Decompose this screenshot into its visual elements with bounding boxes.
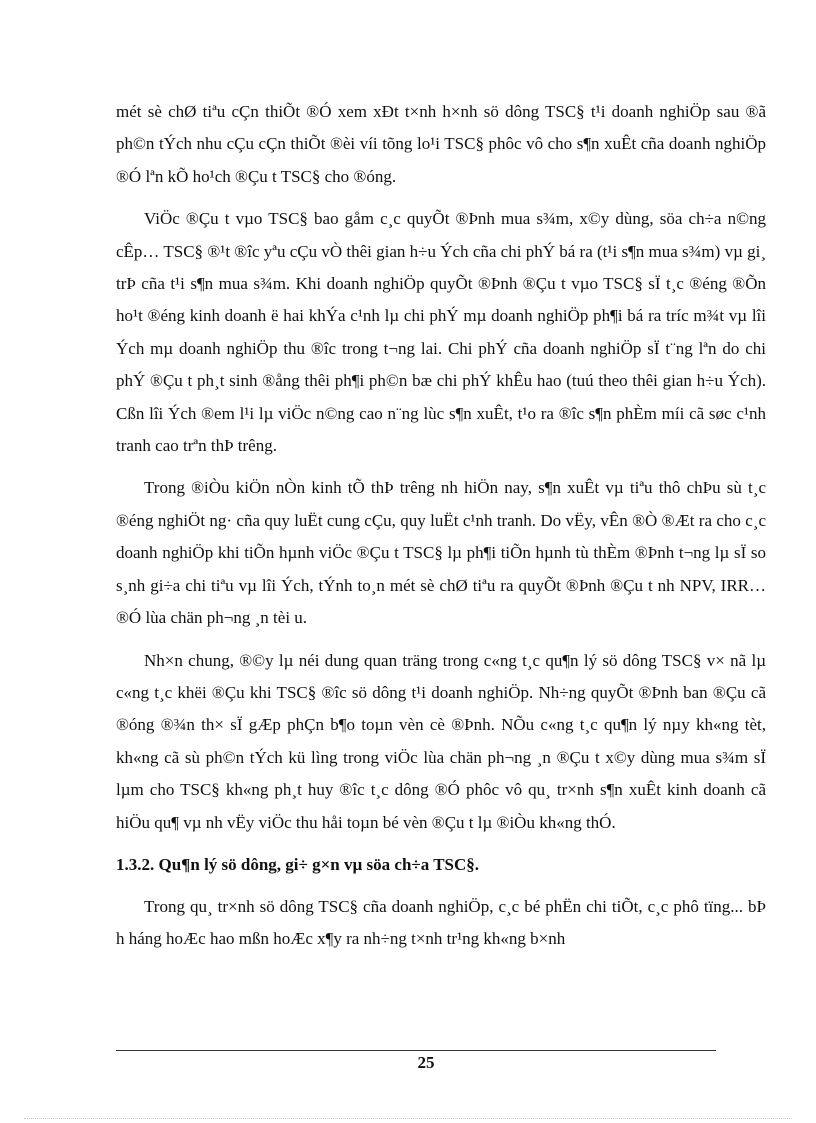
section-heading: 1.3.2. Qu¶n lý sö dông, gi÷ g×n vµ söa ch÷a TSC§. — [116, 854, 480, 874]
paragraph-spacer — [116, 881, 766, 891]
page-bottom-border — [24, 1118, 792, 1119]
page-body — [116, 96, 766, 956]
paragraph-spacer — [116, 462, 766, 472]
paragraph-spacer — [116, 635, 766, 645]
paragraph-spacer — [116, 839, 766, 849]
paragraph-spacer — [116, 193, 766, 203]
footer-rule — [116, 1050, 716, 1051]
paragraph-market-economy: Trong ®iÒu kiÖn nÒn kinh tÕ thÞ trêng nh hiÖn nay, s¶n xuÊt vµ tiªu thô chÞu sù t¸c ®éng nghiÖt ng· cña quy luËt cung cÇu, quy luËt c¹nh tranh. Do vËy, vÊn ®Ò ®Æt ra cho c¸c doanh nghiÖp khi tiÕn hµnh viÖc ®Çu t TSC§ lµ ph¶i tiÕn hµnh tù thÈm ®Þnh t¬ng lµ sÏ so s¸nh gi÷a chi tiªu vµ lîi Ých, tÝnh to¸n mét sè chØ tiªu ra quyÕt ®Þnh ®Çu t nh NPV, IRR… ®Ó lùa chän ph¬ng ¸n tèi u. — [116, 478, 766, 628]
paragraph-usage-process: Trong qu¸ tr×nh sö dông TSC§ cña doanh nghiÖp, c¸c bé phËn chi tiÕt, c¸c phô tïng... bÞ h háng hoÆc hao mßn hoÆc x¶y ra nh÷ng t×nh tr¹ng kh«ng b×nh — [116, 896, 766, 949]
paragraph-intro-continuation: mét sè chØ tiªu cÇn thiÕt ®Ó xem xÐt t×nh h×nh sö dông TSC§ t¹i doanh nghiÖp sau ®ã ph©n tÝch nhu cÇu cÇn thiÕt ®èi víi tõng lo¹i TSC§ phôc vô cho s¶n xuÊt cña doanh nghiÖp ®Ó lªn kÕ ho¹ch ®Çu t TSC§ cho ®óng. — [116, 102, 766, 186]
page-number: 25 — [417, 1053, 435, 1072]
paragraph-investment-decisions: ViÖc ®Çu t vµo TSC§ bao gåm c¸c quyÕt ®Þnh mua s¾m, x©y dùng, söa ch÷a n©ng cÊp… TSC§ ®¹t ®îc yªu cÇu vÒ thêi gian h÷u Ých cña chi phÝ bá ra (t¹i s¶n mua s¾m) vµ gi¸ trÞ cña t¹i s¶n mua s¾m. Khi doanh nghiÖp quyÕt ®Þnh ®Çu t vµo TSC§ sÏ t¸c ®éng ®Õn ho¹t ®éng kinh doanh ë hai khÝa c¹nh lµ chi phÝ mµ doanh nghiÖp ph¶i bá ra tríc m¾t vµ lîi Ých mµ doanh nghiÖp thu ®îc trong t¬ng lai. Chi phÝ cña doanh nghiÖp sÏ t¨ng lªn do chi phÝ ®Çu t ph¸t sinh ®ång thêi ph¶i ph©n bæ chi phÝ khÊu hao (tuú theo thêi gian h÷u Ých). Cßn lîi Ých ®em l¹i lµ viÖc n©ng cao n¨ng lùc s¶n xuÊt, t¹o ra ®îc s¶n phÈm míi cã søc c¹nh tranh cao trªn thÞ trêng. — [116, 209, 766, 456]
paragraph-summary: Nh×n chung, ®©y lµ néi dung quan träng trong c«ng t¸c qu¶n lý sö dông TSC§ v× nã lµ c«ng t¸c khëi ®Çu khi TSC§ ®îc sö dông t¹i doanh nghiÖp. Nh÷ng quyÕt ®Þnh ban ®Çu cã ®óng ®¾n th× sÏ gÆp phÇn b¶o toµn vèn cè ®Þnh. NÕu c«ng t¸c qu¶n lý nµy kh«ng tèt, kh«ng cã sù ph©n tÝch kü lìng trong viÖc lùa chän ph¬ng ¸n ®Çu t x©y dùng mua s¾m sÏ lµm cho TSC§ kh«ng ph¸t huy ®îc t¸c dông ®Ó phôc vô qu¸ tr×nh s¶n xuÊt kinh doanh cã hiÖu qu¶ vµ nh vËy viÖc thu håi toµn bé vèn ®Çu t lµ ®iÒu kh«ng thÓ. — [116, 650, 766, 832]
